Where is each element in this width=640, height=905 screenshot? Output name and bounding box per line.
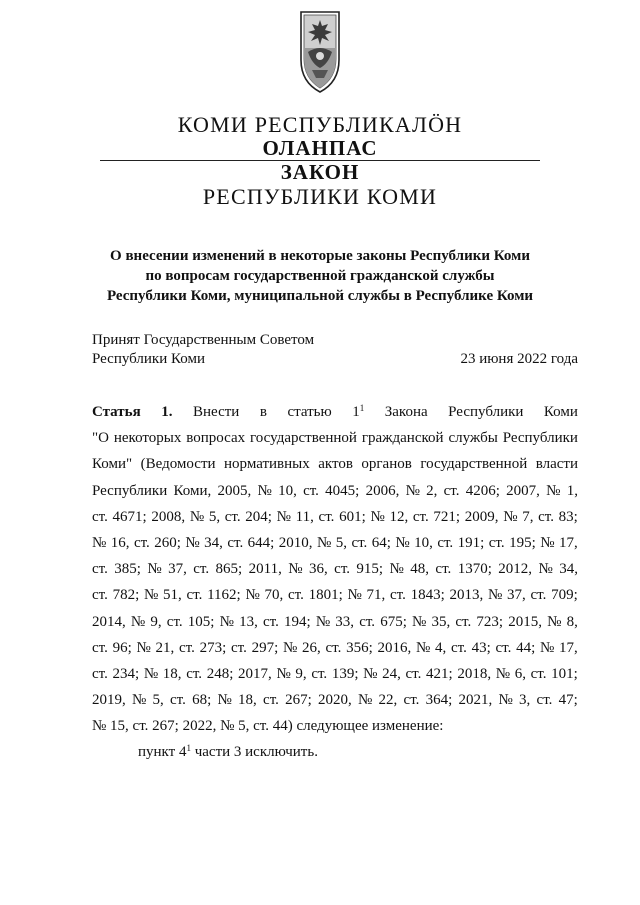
article-word: 675; — [380, 613, 407, 630]
article-word: ст. — [92, 508, 108, 525]
article-word: 101; — [551, 665, 578, 682]
law-title-line-1: О внесении изменений в некоторые законы Республики Коми — [110, 248, 530, 264]
article-word: ст. — [437, 534, 454, 551]
article-line-5 — [92, 504, 578, 530]
article-word: 33, — [335, 613, 355, 630]
article-word: ст. — [536, 692, 553, 709]
adopted-by-republic: Республики Коми — [92, 351, 205, 367]
article-word: 4, — [435, 639, 447, 656]
adopted-by-label: Принят Государственным Советом — [92, 332, 315, 348]
article-word: 2017, — [238, 665, 272, 682]
article-word: 721; — [433, 508, 461, 525]
article-word: 21, — [155, 639, 175, 656]
article-word: ст. — [186, 665, 203, 682]
article-word: гражданской — [361, 430, 444, 447]
article-word: в — [259, 404, 267, 420]
article-word: 64; — [371, 534, 391, 551]
article-word: № — [539, 639, 555, 656]
article-word: № — [370, 508, 385, 525]
article-word: 356; — [346, 639, 373, 656]
article-word: 70, — [264, 587, 284, 604]
article-word: № — [315, 613, 331, 630]
article-word: Закона — [384, 404, 428, 420]
article-word: № — [405, 482, 420, 499]
article-word: ст. — [405, 665, 422, 682]
article-word: 2011, — [248, 561, 282, 578]
article-word: 364; — [425, 692, 453, 709]
article-word: государственной — [250, 430, 357, 447]
article-word: 2014, — [92, 613, 126, 630]
article-word: статью — [287, 404, 332, 420]
article-word: 22, — [378, 692, 398, 709]
amendment-point: пункт 4 — [138, 744, 187, 761]
article-word: № — [487, 587, 503, 604]
article-word: 2018, — [457, 665, 492, 682]
article-word: 2021, — [458, 692, 493, 709]
article-word: 1162; — [207, 587, 241, 604]
article-word: 36, — [308, 561, 328, 578]
article-word: ст. — [530, 587, 547, 604]
article-line-7 — [92, 556, 578, 582]
article-word: № — [316, 534, 332, 551]
article-word: 2009, — [464, 508, 499, 525]
article-word — [352, 399, 364, 425]
article-word: службы — [448, 430, 498, 447]
article-word: ст. — [303, 482, 319, 499]
article-word: № — [257, 482, 272, 499]
article-number: 1 — [352, 404, 360, 420]
article-word: 644; — [247, 534, 275, 551]
article-word: 37, — [507, 587, 526, 604]
article-word: № — [389, 561, 404, 578]
article-word: 4671; — [112, 508, 147, 525]
article-line-10 — [92, 635, 578, 661]
article-word: 26, — [302, 639, 321, 656]
article-word: № — [415, 639, 431, 656]
article-word: ст. — [170, 692, 186, 709]
article-line-12 — [92, 687, 578, 713]
article-word: "О — [92, 430, 109, 447]
article-word: ст. — [443, 482, 460, 499]
article-word: № — [498, 692, 513, 709]
article-word: 297; — [251, 639, 279, 656]
article-word: 1, — [566, 482, 578, 499]
article-word: № — [131, 692, 147, 709]
article-word: 68; — [192, 692, 212, 709]
article-word: № — [546, 482, 561, 499]
article-word: Внести — [193, 404, 240, 420]
article-word: государственной — [420, 456, 528, 473]
article-word: 234; — [112, 665, 140, 682]
article-word: № — [185, 534, 200, 551]
article-word: 17, — [558, 534, 578, 551]
article-word: 248; — [206, 665, 234, 682]
article-word: 709; — [551, 587, 578, 604]
article-line-11 — [92, 661, 578, 687]
article-word: № — [282, 639, 298, 656]
coat-of-arms-emblem — [298, 8, 342, 94]
article-word: 4206; — [465, 482, 500, 499]
article-word: 3, — [519, 692, 531, 709]
article-word: 194; — [283, 613, 311, 630]
article-word: 12, — [389, 508, 409, 525]
article-word: ст. — [451, 639, 467, 656]
article-word: 865; — [215, 561, 243, 578]
article-word: 2006, — [365, 482, 400, 499]
article-word: 723; — [476, 613, 504, 630]
article-word: 18, — [162, 665, 182, 682]
article-word: № — [540, 534, 555, 551]
article-word: 782; — [112, 587, 140, 604]
amendment-rest: части 3 исключить. — [190, 744, 318, 761]
article-word: 37, — [168, 561, 187, 578]
article-word: № — [189, 508, 205, 525]
article-word: ст. — [262, 613, 279, 630]
article-word: ст. — [92, 665, 108, 682]
article-word: 385; — [114, 561, 141, 578]
article-word: 13, — [239, 613, 258, 630]
article-word: ст. — [530, 665, 547, 682]
article-line-3 — [92, 451, 578, 477]
article-word: ст. — [495, 639, 512, 656]
article-word: 1370; — [457, 561, 492, 578]
article-word: 48, — [410, 561, 429, 578]
article-word: 139; — [331, 665, 359, 682]
article-word: 6, — [514, 665, 526, 682]
article-word: 8, — [566, 613, 578, 630]
header-republic-line: РЕСПУБЛИКИ КОМИ — [202, 184, 438, 209]
law-title-line-3: Республики Коми, муниципальной службы в Республике Коми — [106, 288, 534, 304]
article-word: ст. — [92, 587, 108, 604]
article-word: № — [245, 587, 260, 604]
article-word: ст. — [92, 639, 108, 656]
article-word: ст. — [263, 692, 279, 709]
article-word: Коми, — [173, 482, 212, 499]
article-line-2 — [92, 425, 578, 451]
article-word: 2019, — [92, 692, 126, 709]
article-word: ст. — [92, 561, 108, 578]
article-line-13: № 15, ст. 267; 2022, № 5, ст. 44) следующее изменение: — [92, 718, 444, 735]
article-1 — [92, 399, 578, 766]
article-word: 204; — [245, 508, 272, 525]
article-word: вопросах — [186, 430, 246, 447]
article-line-1 — [92, 399, 578, 425]
article-word: ст. — [186, 587, 203, 604]
article-word: власти — [535, 456, 578, 473]
article-word: № — [412, 613, 427, 630]
article-word: Статья — [92, 404, 141, 420]
article-word: № — [136, 639, 151, 656]
article-word: 16, — [110, 534, 130, 551]
article-word: ст. — [412, 508, 429, 525]
article-word: 105; — [187, 613, 215, 630]
article-word: 5, — [208, 508, 221, 525]
article-word: 10, — [278, 482, 297, 499]
article-word: органов — [361, 456, 412, 473]
article-line-9 — [92, 609, 578, 635]
article-word: Коми — [543, 404, 578, 420]
article-word: (Ведомости — [140, 456, 216, 473]
article-word: 2016, — [377, 639, 412, 656]
article-word: ст. — [287, 587, 304, 604]
article-word: 2010, — [278, 534, 313, 551]
article-word: 34, — [204, 534, 223, 551]
article-word: № — [276, 665, 291, 682]
article-word: 9, — [150, 613, 162, 630]
article-word: № — [130, 613, 146, 630]
article-word: ст. — [193, 561, 210, 578]
article-word: 2, — [426, 482, 438, 499]
article-word: ст. — [224, 508, 241, 525]
article-word: 1843; — [410, 587, 445, 604]
article-word: ст. — [538, 508, 554, 525]
article-word: 421; — [426, 665, 453, 682]
article-word: № — [503, 508, 518, 525]
article-word: № — [547, 613, 562, 630]
article-word: 51, — [163, 587, 182, 604]
article-word: № — [219, 613, 234, 630]
article-word: 5, — [152, 692, 164, 709]
header-komi-line: КОМИ РЕСПУБЛИКАЛӦН — [177, 112, 463, 137]
article-word: 2008, — [151, 508, 186, 525]
article-line-8 — [92, 582, 578, 608]
article-word: нормативных — [224, 456, 310, 473]
article-word: 24, — [382, 665, 401, 682]
article-word: № — [276, 508, 291, 525]
article-word: Республики — [502, 430, 578, 447]
article-word: некоторых — [113, 430, 182, 447]
article-word: 2015, — [508, 613, 542, 630]
article-line-4 — [92, 478, 578, 504]
article-word: № — [395, 534, 410, 551]
article-word: 7, — [522, 508, 534, 525]
article-word: № — [143, 587, 159, 604]
article-word: № — [92, 534, 107, 551]
amendment-text — [138, 739, 318, 765]
article-word: 11, — [295, 508, 314, 525]
article-word: 47; — [558, 692, 578, 709]
article-word: № — [495, 665, 511, 682]
article-word: Республики — [448, 404, 524, 420]
article-word: 5, — [335, 534, 347, 551]
article-word: 2020, — [318, 692, 352, 709]
adoption-block — [92, 331, 578, 369]
article-word: 44; — [516, 639, 536, 656]
article-word: ст. — [488, 534, 505, 551]
article-word: 71, — [366, 587, 386, 604]
article-word: 10, — [414, 534, 433, 551]
article-word: ст. — [227, 534, 244, 551]
article-word: 18, — [238, 692, 257, 709]
article-word: 195; — [509, 534, 536, 551]
article-word: № — [143, 665, 159, 682]
article-word: 1. — [161, 404, 173, 420]
article-word: ст. — [166, 613, 183, 630]
article-word: 915; — [356, 561, 384, 578]
article-word: 260; — [154, 534, 181, 551]
amendment-point-sup: 1 — [186, 743, 191, 754]
article-word: Республики — [92, 482, 168, 499]
article-word: ст. — [403, 692, 420, 709]
article-word: ст. — [334, 561, 350, 578]
adoption-date: 23 июня 2022 года — [460, 351, 578, 367]
article-word: № — [358, 692, 373, 709]
article-word: ст. — [359, 613, 376, 630]
article-word: актов — [318, 456, 353, 473]
article-word: ст. — [231, 639, 247, 656]
article-word: № — [288, 561, 303, 578]
article-word: ст. — [351, 534, 368, 551]
article-word: 2005, — [217, 482, 252, 499]
header-olanpas: ОЛАНПАС — [262, 136, 378, 160]
article-line-14 — [92, 739, 578, 765]
article-number-sup: 1 — [359, 403, 365, 413]
article-word: 191; — [457, 534, 485, 551]
article-word: 267; — [285, 692, 312, 709]
article-word: 601; — [339, 508, 366, 525]
article-word: Коми" — [92, 456, 133, 473]
article-word: 35, — [431, 613, 451, 630]
article-word: № — [147, 561, 162, 578]
article-word: № — [217, 692, 232, 709]
article-word: ст. — [179, 639, 195, 656]
article-word: 4045; — [325, 482, 360, 499]
article-word: № — [363, 665, 378, 682]
article-word: 2007, — [506, 482, 540, 499]
law-title — [60, 246, 580, 306]
article-word: 9, — [295, 665, 307, 682]
article-word: 273; — [199, 639, 227, 656]
article-word: ст. — [390, 587, 406, 604]
article-word: ст. — [318, 508, 335, 525]
article-word: 2013, — [449, 587, 484, 604]
article-word: 96; — [112, 639, 132, 656]
article-word: 1801; — [308, 587, 343, 604]
article-word: ст. — [311, 665, 328, 682]
article-word: 43; — [471, 639, 491, 656]
article-word: 17, — [559, 639, 578, 656]
article-word: 83; — [558, 508, 578, 525]
header-zakon: ЗАКОН — [280, 160, 360, 184]
article-word: ст. — [325, 639, 342, 656]
law-title-line-2: по вопросам государственной гражданской службы — [145, 268, 495, 284]
article-word: ст. — [455, 613, 472, 630]
article-line-6 — [92, 530, 578, 556]
article-word: ст. — [435, 561, 452, 578]
article-word: ст. — [133, 534, 150, 551]
article-word: 34, — [559, 561, 578, 578]
article-word: 2012, — [498, 561, 533, 578]
article-word: № — [538, 561, 553, 578]
article-word: № — [347, 587, 362, 604]
